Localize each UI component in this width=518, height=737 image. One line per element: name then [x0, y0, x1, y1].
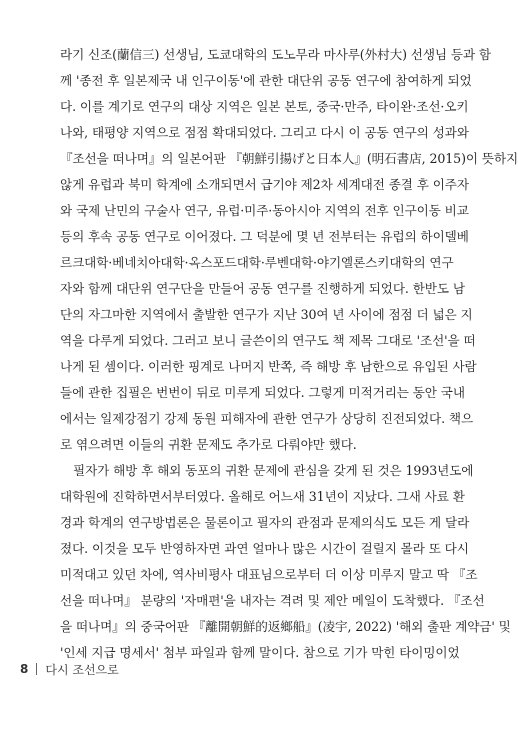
text-line: 미적대고 있던 차에, 역사비평사 대표님으로부터 더 이상 미루지 말고 딱 『조: [60, 567, 478, 582]
running-title: 다시 조선으로: [45, 662, 119, 677]
text-line: 않게 유럽과 북미 학계에 소개되면서 급기야 제2차 세계대전 종결 후 이주자: [60, 177, 469, 192]
text-line: 로 엮으려면 이들의 귀환 문제도 추가로 다뤄야만 했다.: [60, 437, 357, 452]
text-line: 선을 떠나며』 분량의 '자매편'을 내자는 격려 및 제안 메일이 도착했다. 『조선: [60, 593, 485, 608]
paragraph-2: [60, 458, 511, 666]
text-line: 졌다. 이것을 모두 반영하자면 과연 얼마나 많은 시간이 걸릴지 몰라 또 다시: [60, 541, 469, 556]
text-line: 다. 이를 계기로 연구의 대상 지역은 일본 본토, 중국·만주, 타이완·조선·오키: [60, 99, 469, 114]
text-line: 자와 함께 대단위 연구단을 만들어 공동 연구를 진행하게 되었다. 한반도 남: [60, 281, 465, 296]
text-line: 에서는 일제강점기 강제 동원 피해자에 관한 연구가 상당히 진전되었다. 책으: [60, 411, 474, 426]
text-line: 르크대학·베네치아대학·옥스포드대학·루벤대학·야기엘론스키대학의 연구: [60, 255, 454, 270]
text-line: 나와, 태평양 지역으로 점점 확대되었다. 그리고 다시 이 공동 연구의 성과와: [60, 125, 469, 140]
paragraph-1: [60, 42, 518, 458]
text-line: 역을 다루게 되었다. 그러고 보니 글쓴이의 연구도 책 제목 그대로 '조선'을 떠: [60, 333, 476, 348]
text-line: 을 떠나며』의 중국어판 『離開朝鮮的返鄉船』(凌宇, 2022) '해외 출판 계약금' 및: [60, 619, 511, 634]
text-line: '인세 지급 명세서' 첨부 파일과 함께 말이다. 참으로 기가 막힌 타이밍이었: [60, 645, 460, 660]
text-line: 대학원에 진학하면서부터였다. 올해로 어느새 31년이 지났다. 그새 사료 환: [60, 489, 465, 504]
text-line: 께 '종전 후 일본제국 내 인구이동'에 관한 대단위 공동 연구에 참여하게 되었: [60, 73, 472, 88]
page-number: 8: [20, 662, 29, 676]
text-line: 『조선을 떠나며』의 일본어판 『朝鮮引揚げと日本人』(明石書店, 2015)이 뜻하지: [60, 151, 518, 166]
text-line: 단의 자그마한 지역에서 출발한 연구가 지난 30여 년 사이에 점점 더 넓은 지: [60, 307, 473, 322]
text-line: 들에 관한 집필은 번번이 뒤로 미루게 되었다. 그렇게 미적거리는 동안 국내: [60, 385, 465, 400]
page-footer: [20, 660, 119, 678]
footer-divider: [36, 663, 37, 675]
text-line: 경과 학계의 연구방법론은 물론이고 필자의 관점과 문제의식도 모든 게 달라: [60, 515, 470, 530]
text-line: 필자가 해방 후 해외 동포의 귀환 문제에 관심을 갖게 된 것은 1993년도에: [73, 463, 474, 478]
text-line: 라기 신조(蘭信三) 선생님, 도쿄대학의 도노무라 마사루(外村大) 선생님 등과 함: [60, 47, 491, 62]
text-line: 와 국제 난민의 구술사 연구, 유럽·미주·동아시아 지역의 전후 인구이동 비교: [60, 203, 469, 218]
body-text: [60, 42, 518, 666]
text-line: 나게 된 셈이다. 이러한 핑계로 나머지 반쪽, 즉 해방 후 남한으로 유입된 사람: [60, 359, 477, 374]
text-line: 등의 후속 공동 연구로 이어졌다. 그 덕분에 몇 년 전부터는 유럽의 하이델베: [60, 229, 469, 244]
